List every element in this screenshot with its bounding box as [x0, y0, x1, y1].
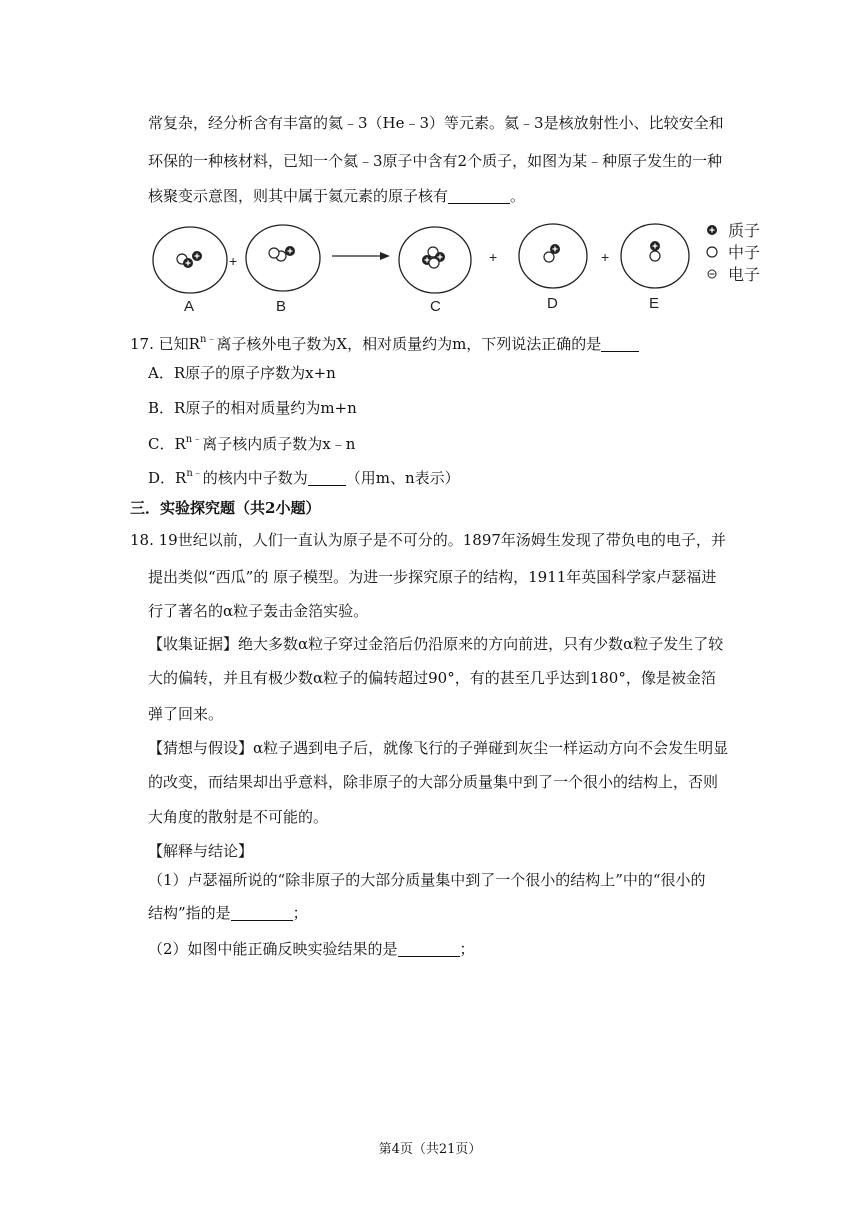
legend-electron: 电子 [728, 267, 761, 284]
section-heading: 三．实验探究题（共2小题） [130, 499, 321, 517]
nucleus-c-particles [422, 247, 445, 268]
option-a: A．R原子的原子序数为x+n [148, 364, 336, 382]
sub-question-text: （2）如图中能正确反映实验结果的是 [148, 940, 398, 958]
nucleus-d-particles [544, 244, 560, 262]
label-c: C [430, 298, 441, 315]
answer-blank [448, 189, 510, 204]
sub-question-1-cont [148, 902, 308, 923]
superscript: n﹣ [186, 468, 203, 479]
evidence-line: 弹了回来。 [148, 705, 224, 723]
legend-proton: 质子 [728, 223, 761, 240]
label-d: D [547, 295, 558, 312]
evidence-line: 【收集证据】绝大多数α粒子穿过金箔后仍沿原来的方向前进，只有少数α粒子发生了较 [148, 635, 724, 653]
sub-question-text: 结构”指的是 [148, 904, 231, 922]
plus-sign: + [489, 249, 498, 265]
stem-text: 已知R [158, 335, 200, 353]
plus-sign: + [601, 249, 610, 265]
option-d [148, 464, 460, 488]
hypothesis-line: 大角度的散射是不可能的。 [148, 808, 329, 826]
option-text: （用m、n表示） [345, 469, 460, 487]
option-c [148, 430, 355, 454]
stem-text: 离子核外电子数为X，相对质量约为m，下列说法正确的是 [216, 335, 602, 353]
paragraph-line [148, 185, 525, 206]
option-text: D．R [148, 469, 187, 487]
question-17-stem [130, 330, 639, 354]
label-a: A [184, 298, 195, 315]
stem-text: 19世纪以前，人们一直认为原子是不可分的。1897年汤姆生发现了带负电的电子，并 [158, 531, 726, 549]
hypothesis-line: 的改变，而结果却出乎意料，除非原子的大部分质量集中到了一个很小的结构上，否则 [148, 773, 719, 791]
answer-blank [231, 906, 293, 921]
reaction-arrowhead [380, 252, 390, 260]
label-e: E [649, 295, 660, 312]
nucleus-b-particles [269, 246, 295, 261]
sub-question-2 [148, 938, 475, 959]
nucleus-a-particles [177, 251, 202, 268]
sub-question-text: ； [459, 940, 475, 958]
neutron-legend-icon [707, 247, 717, 257]
option-text: 离子核内质子数为x﹣n [202, 435, 356, 453]
hypothesis-line: 【猜想与假设】α粒子遇到电子后，就像飞行的子弹碰到灰尘一样运动方向不会发生明显 [148, 739, 729, 757]
subheading: 【解释与结论】 [148, 842, 254, 860]
paragraph-text: 。 [510, 187, 526, 205]
legend-neutron: 中子 [728, 245, 761, 262]
fusion-diagram [0, 212, 860, 322]
plus-sign: + [229, 253, 238, 269]
sub-question-1: （1）卢瑟福所说的“除非原子的大部分质量集中到了一个很小的结构上”中的“很小的 [148, 871, 706, 889]
paragraph-text: 核聚变示意图，则其中属于氦元素的原子核有 [148, 187, 449, 205]
answer-blank [398, 942, 460, 957]
question-18-line [130, 529, 726, 550]
question-number: 18. [130, 531, 154, 549]
page-footer: 第4页（共21页） [378, 1142, 482, 1157]
option-text: 的核内中子数为 [202, 469, 308, 487]
superscript: n﹣ [185, 434, 203, 445]
question-number: 17. [130, 335, 154, 353]
paragraph-line: 行了著名的α粒子轰击金箔实验。 [148, 602, 369, 620]
legend [707, 222, 760, 284]
answer-blank [308, 471, 346, 486]
option-b: B．R原子的相对质量约为m+n [148, 399, 357, 417]
nucleus-e-particles [650, 241, 660, 261]
paragraph-line: 常复杂，经分析含有丰富的氦﹣3（He﹣3）等元素。氦﹣3是核放射性小、比较安全和 [148, 114, 724, 132]
answer-blank [601, 337, 639, 352]
paragraph-line: 提出类似“西瓜”的 原子模型。为进一步探究原子的结构，1911年英国科学家卢瑟福进 [148, 568, 717, 586]
option-text: C．R [148, 435, 186, 453]
evidence-line: 大的偏转，并且有极少数α粒子的偏转超过90°，有的甚至几乎达到180°，像是被金箔 [148, 669, 716, 687]
paragraph-line: 环保的一种核材料，已知一个氦﹣3原子中含有2个质子，如图为某﹣种原子发生的一种 [148, 152, 723, 170]
sub-question-text: ； [292, 904, 308, 922]
superscript: n﹣ [199, 334, 217, 345]
label-b: B [276, 298, 287, 315]
